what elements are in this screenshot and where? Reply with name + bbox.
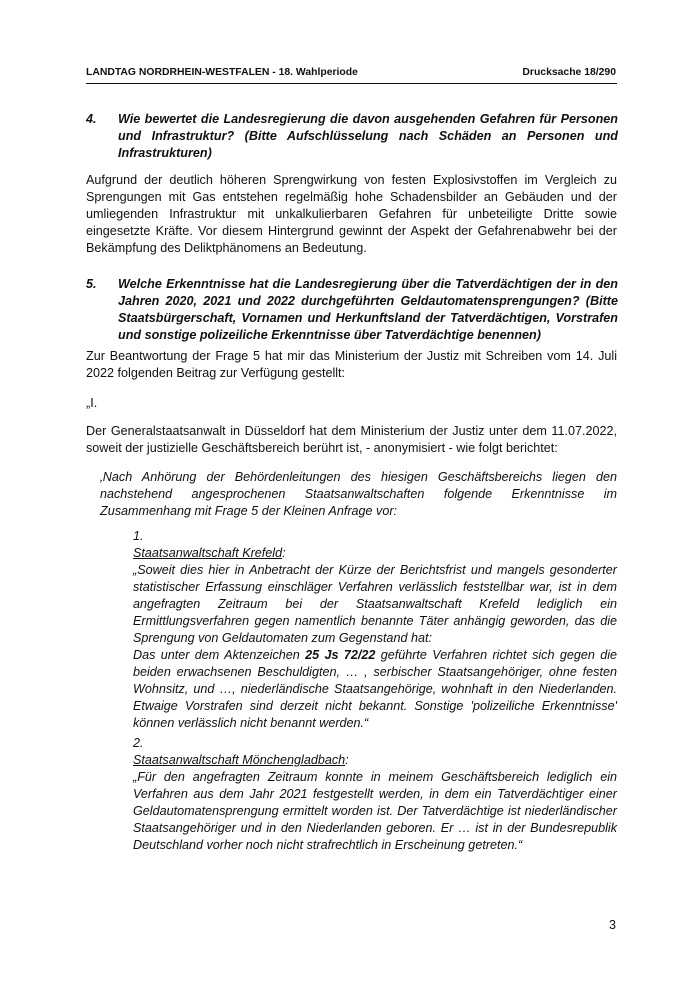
question-5	[86, 276, 618, 344]
header-document-number: Drucksache 18/290	[522, 67, 616, 78]
item-1-paragraph-1: „Soweit dies hier in Anbetracht der Kürze der Berichtsfrist und mangels gesonderter statistischer Erfassung einschläger Verfahren verlässlich feststellbar war, ist in dem angefragten Zeitraum bei der Staatsanwaltschaft Krefeld lediglich ein Ermittlungsverfahren gegen namentlich benannte Täter anhängig geworden, das die Sprengung von Geldautomaten zum Gegenstand hat:	[133, 563, 617, 645]
item-2-heading	[133, 752, 617, 769]
section-marker: „I.	[86, 396, 98, 410]
page-header	[86, 67, 616, 78]
answer-4: Aufgrund der deutlich höheren Sprengwirkung von festen Explosivstoffen im Vergleich zu Sprengungen mit Gas entstehen regelmäßig hohe Schadensbilder an Gebäuden und der umliegenden Infrastruktur mit unkalkulierbaren Gefahren für unbeteiligte Dritte sowie eingesetzte Kräfte. Vor diesem Hintergrund gewinnt der Aspekt der Gefahrenabwehr bei der Bekämpfung des Deliktphänomens an Bedeutung.	[86, 173, 617, 255]
item-2-heading-colon: :	[345, 753, 349, 767]
page-number: 3	[609, 918, 617, 932]
item-1-number: 1.	[133, 529, 144, 543]
item-1-paragraph-2	[133, 647, 617, 732]
header-rule	[86, 83, 617, 84]
item-1	[133, 528, 617, 647]
quote-intro: ‚Nach Anhörung der Behördenleitungen des hiesigen Geschäftsbereichs liegen den nachstehend angesprochenen Staatsanwaltschaften folgende Erkenntnisse im Zusammenhang mit Frage 5 der Kleinen Anfrage vor:	[100, 470, 617, 518]
item-2-heading-text: Staatsanwaltschaft Mönchengladbach	[133, 753, 346, 767]
case-reference: 25 Js 72/22	[305, 648, 376, 662]
item-1-heading	[133, 545, 617, 562]
item-2	[133, 735, 617, 854]
general-prosecutor-report: Der Generalstaatsanwalt in Düsseldorf hat dem Ministerium der Justiz unter dem 11.07.2022, soweit der justizielle Geschäftsbereich berührt ist, - anonymisiert - wie folgt berichtet:	[86, 424, 617, 455]
question-5-number: 5.	[86, 277, 97, 291]
item-1-paragraph-2-rest: geführte Verfahren richtet sich gegen die beiden erwachsenen Beschuldigten, … , serbischer Staatsangehöriger, ohne festen Wohnsitz, und …, niederländische Staatsangehörige, wohnhaft in den Niederlanden. Etwaige Vorstrafen sind derzeit nicht bekannt. Sonstige 'polizeiliche Erkenntnisse' können verlässlich nicht benannt werden.“	[133, 648, 617, 730]
item-1-heading-text: Staatsanwaltschaft Krefeld	[133, 546, 283, 560]
question-4-number: 4.	[86, 112, 97, 126]
question-4-text: Wie bewertet die Landesregierung die davon ausgehenden Gefahren für Personen und Infrastruktur? (Bitte Aufschlüsselung nach Schäden an Personen und Infrastrukturen)	[118, 112, 618, 160]
answer-5-intro: Zur Beantwortung der Frage 5 hat mir das Ministerium der Justiz mit Schreiben vom 14. Juli 2022 folgenden Beitrag zur Verfügung gestellt:	[86, 349, 617, 380]
question-4	[86, 111, 618, 162]
item-1-heading-colon: :	[282, 546, 286, 560]
header-parliament: LANDTAG NORDRHEIN-WESTFALEN - 18. Wahlperiode	[86, 67, 358, 78]
question-5-text: Welche Erkenntnisse hat die Landesregierung über die Tatverdächtigen der in den Jahren 2020, 2021 und 2022 durchgeführten Geldautomatensprengungen? (Bitte Staatsbürgerschaft, Vornamen und Herkunftsland der Tatverdächtigen, Vorstrafen und sonstige polizeiliche Erkenntnisse über Tatverdächtige benennen)	[118, 277, 618, 342]
item-2-paragraph-1: „Für den angefragten Zeitraum konnte in meinem Geschäftsbereich lediglich ein Verfahren aus dem Jahr 2021 festgestellt werden, in dem ein Tatverdächtiger einer Geldautomatensprengung ermittelt worden ist. Der Tatverdächtige ist niederländischer Staatsangehöriger und in den Niederlanden geboren. Er … ist in der Bundesrepublik Deutschland vorher noch nicht strafrechtlich in Erscheinung getreten.“	[133, 770, 617, 852]
item-2-number: 2.	[133, 736, 144, 750]
item-1-paragraph-2-start: Das unter dem Aktenzeichen	[133, 648, 306, 662]
